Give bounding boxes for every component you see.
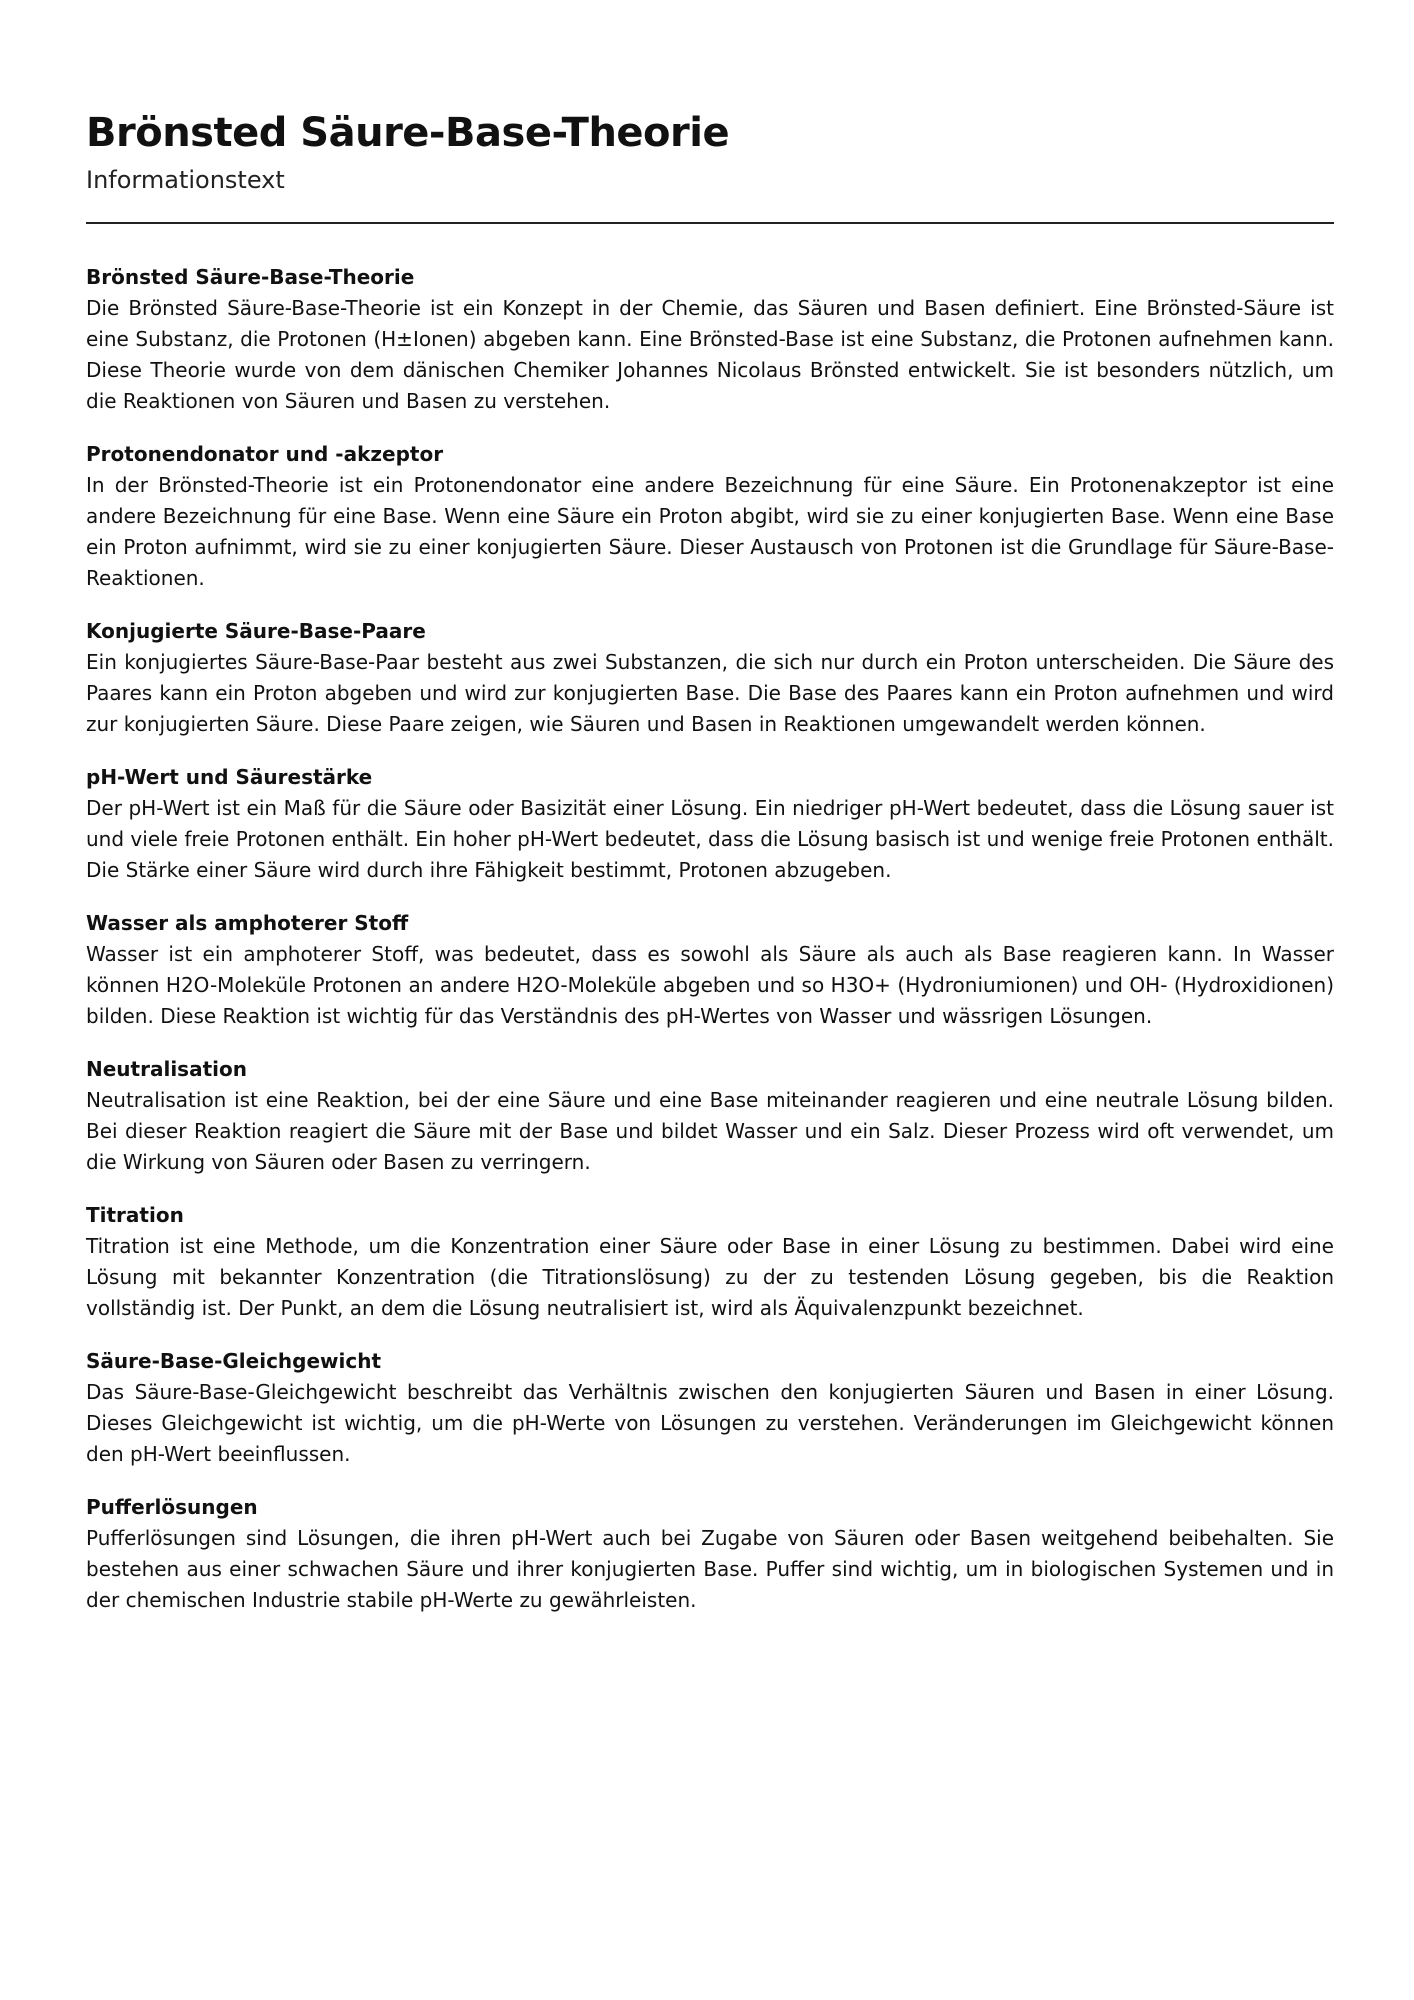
page-subtitle: Informationstext (86, 166, 285, 194)
section-heading: Wasser als amphoterer Stoff (86, 911, 409, 935)
section-text: Die Brönsted Säure-Base-Theorie ist ein Konzept in der Chemie, das Säuren und Basen definiert. Eine Brönsted-Säure ist eine Substanz, die Protonen (H±Ionen) abgeben kann. Eine Brönsted-Base ist eine Substanz, die Protonen aufnehmen kann. Diese Theorie wurde von dem dänischen Chemiker Johannes Nicolaus Brönsted entwickelt. Sie ist besonders nützlich, um die Reaktionen von Säuren und Basen zu verstehen. (86, 296, 1334, 413)
document-body (86, 262, 1334, 1638)
section-gleichgewicht (86, 1346, 1334, 1470)
section-heading: Brönsted Säure-Base-Theorie (86, 265, 415, 289)
section-broensted-theorie (86, 262, 1334, 417)
section-text: Neutralisation ist eine Reaktion, bei der eine Säure und eine Base miteinander reagieren und eine neutrale Lösung bilden. Bei dieser Reaktion reagiert die Säure mit der Base und bildet Wasser und ein Salz. Dieser Prozess wird oft verwendet, um die Wirkung von Säuren oder Basen zu verringern. (86, 1088, 1334, 1174)
section-titration (86, 1200, 1334, 1324)
section-heading: pH-Wert und Säurestärke (86, 765, 373, 789)
section-protonendonator (86, 439, 1334, 594)
page-title: Brönsted Säure-Base-Theorie (86, 110, 730, 156)
section-heading: Säure-Base-Gleichgewicht (86, 1349, 382, 1373)
section-neutralisation (86, 1054, 1334, 1178)
section-text: Wasser ist ein amphoterer Stoff, was bedeutet, dass es sowohl als Säure als auch als Base reagieren kann. In Wasser können H2O-Moleküle Protonen an andere H2O-Moleküle abgeben und so H3O+ (Hydroniumionen) und OH- (Hydroxidionen) bilden. Diese Reaktion ist wichtig für das Verständnis des pH-Wertes von Wasser und wässrigen Lösungen. (86, 942, 1334, 1028)
section-heading: Konjugierte Säure-Base-Paare (86, 619, 426, 643)
title-divider (86, 222, 1334, 224)
section-text: Ein konjugiertes Säure-Base-Paar besteht aus zwei Substanzen, die sich nur durch ein Proton unterscheiden. Die Säure des Paares kann ein Proton abgeben und wird zur konjugierten Base. Die Base des Paares kann ein Proton aufnehmen und wird zur konjugierten Säure. Diese Paare zeigen, wie Säuren und Basen in Reaktionen umgewandelt werden können. (86, 650, 1334, 736)
section-pufferloesungen (86, 1492, 1334, 1616)
section-heading: Neutralisation (86, 1057, 247, 1081)
section-text: Pufferlösungen sind Lösungen, die ihren pH-Wert auch bei Zugabe von Säuren oder Basen weitgehend beibehalten. Sie bestehen aus einer schwachen Säure und ihrer konjugierten Base. Puffer sind wichtig, um in biologischen Systemen und in der chemischen Industrie stabile pH-Werte zu gewährleisten. (86, 1526, 1334, 1612)
section-wasser-amphoter (86, 908, 1334, 1032)
section-konjugierte-paare (86, 616, 1334, 740)
section-ph-wert (86, 762, 1334, 886)
section-text: In der Brönsted-Theorie ist ein Protonendonator eine andere Bezeichnung für eine Säure. Ein Protonenakzeptor ist eine andere Bezeichnung für eine Base. Wenn eine Säure ein Proton abgibt, wird sie zu einer konjugierten Base. Wenn eine Base ein Proton aufnimmt, wird sie zu einer konjugierten Säure. Dieser Austausch von Protonen ist die Grundlage für Säure-Base-Reaktionen. (86, 473, 1334, 590)
section-heading: Protonendonator und -akzeptor (86, 442, 444, 466)
section-text: Das Säure-Base-Gleichgewicht beschreibt das Verhältnis zwischen den konjugierten Säuren und Basen in einer Lösung. Dieses Gleichgewicht ist wichtig, um die pH-Werte von Lösungen zu verstehen. Veränderungen im Gleichgewicht können den pH-Wert beeinflussen. (86, 1380, 1334, 1466)
section-text: Titration ist eine Methode, um die Konzentration einer Säure oder Base in einer Lösung zu bestimmen. Dabei wird eine Lösung mit bekannter Konzentration (die Titrationslösung) zu der zu testenden Lösung gegeben, bis die Reaktion vollständig ist. Der Punkt, an dem die Lösung neutralisiert ist, wird als Äquivalenzpunkt bezeichnet. (86, 1234, 1334, 1320)
section-heading: Pufferlösungen (86, 1495, 258, 1519)
section-heading: Titration (86, 1203, 184, 1227)
section-text: Der pH-Wert ist ein Maß für die Säure oder Basizität einer Lösung. Ein niedriger pH-Wert bedeutet, dass die Lösung sauer ist und viele freie Protonen enthält. Ein hoher pH-Wert bedeutet, dass die Lösung basisch ist und wenige freie Protonen enthält. Die Stärke einer Säure wird durch ihre Fähigkeit bestimmt, Protonen abzugeben. (86, 796, 1334, 882)
